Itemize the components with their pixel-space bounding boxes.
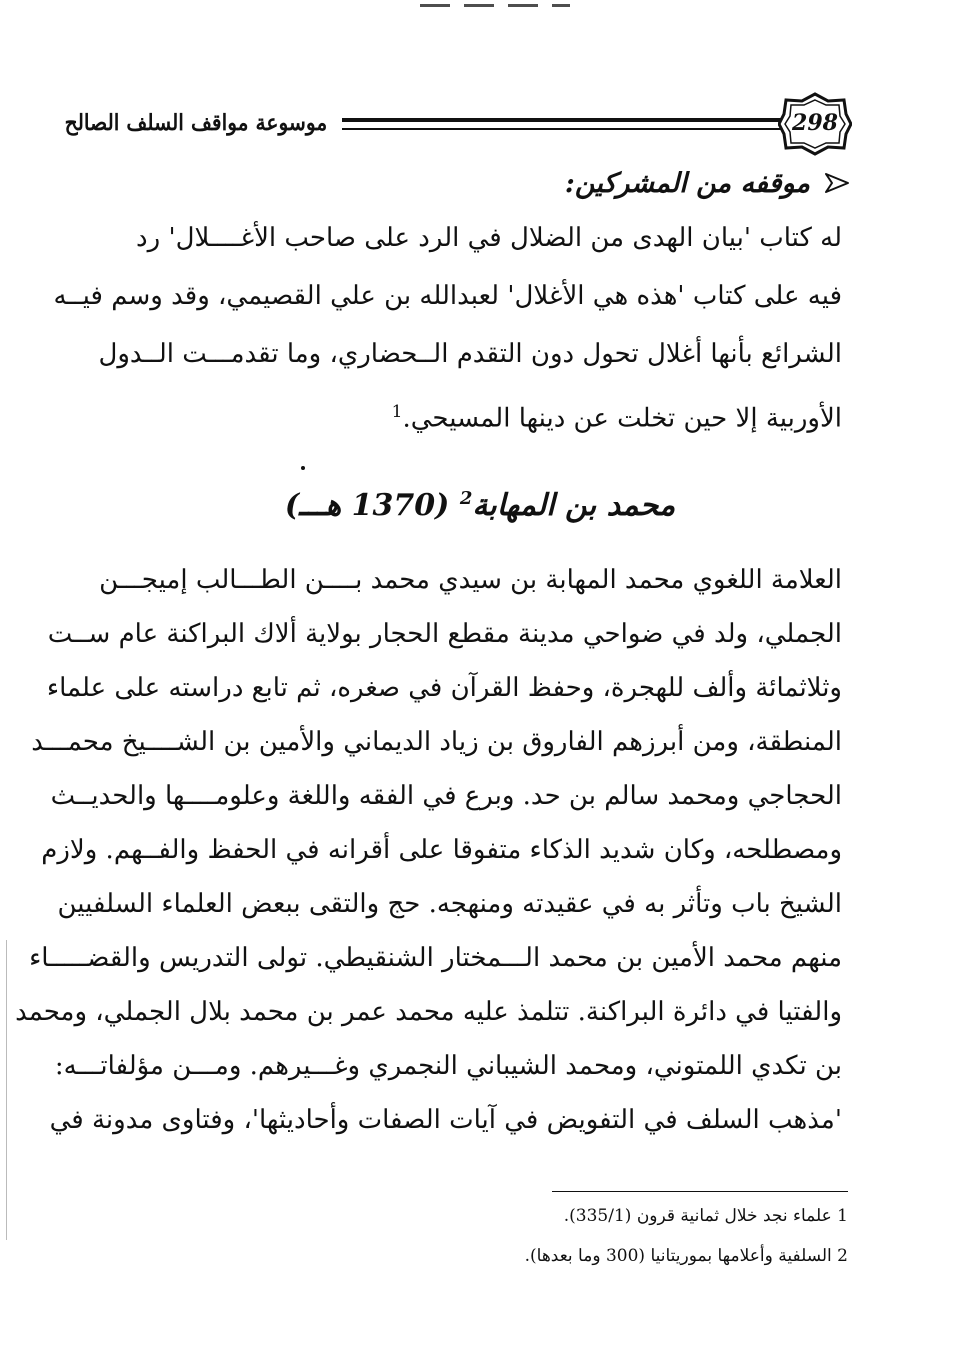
body-line: والفتيا في دائرة البراكنة. تتلمذ عليه محمد عمر بن محمد بلال الجملي، ومحمد <box>15 997 842 1027</box>
series-title: موسوعة مواقف السلف الصالح <box>64 110 328 136</box>
body-line: 'مذهب السلف في التفويض في آيات الصفات وأحاديثها'، وفتاوى مدونة في <box>49 1105 842 1135</box>
biography-title <box>200 488 760 548</box>
body-line: المنطقة، ومن أبرزهم الفاروق بن زياد الديماني والأمين بن الشــــيخ محمـــد <box>31 727 842 757</box>
footnote: 1 علماء نجد خلال ثمانية قرون (335/1). <box>563 1206 848 1226</box>
top-edge-mark <box>420 4 570 7</box>
page-number-badge <box>778 92 852 156</box>
header-rule-thin <box>342 128 782 130</box>
section-heading-label: موقفه من المشركين: <box>564 167 810 199</box>
body-line: فيه على كتاب 'هذه هي الأغلال' لعبدالله بن علي القصيمي، وقد وسم فيــه <box>53 281 842 311</box>
body-line: العلامة اللغوي محمد المهابة بن سيدي محمد بــــن الطـــالب إميجـــن <box>99 565 842 595</box>
biography-year: (1370 هـــ) <box>284 488 450 523</box>
body-line: الحجاجي ومحمد سالم بن حد. وبرع في الفقه واللغة وعلومــــها والحديــث <box>50 781 842 811</box>
scan-edge-mark <box>6 940 7 1240</box>
body-line: له كتاب 'بيان الهدى من الضلال في الرد على صاحب الأغــــلال' رد <box>136 223 842 253</box>
arrowhead-bullet-icon <box>824 172 850 194</box>
footnote: 2 السلفية وأعلامها بموريتانيا (300 وما بعدها). <box>524 1246 848 1266</box>
stray-dot <box>301 466 305 470</box>
body-line: منهم محمد الأمين بن محمد الـــمختار الشنقيطي. تولى التدريس والقضـــــاء <box>29 943 842 973</box>
page-header <box>64 92 852 162</box>
body-line: الجملي، ولد في ضواحي مدينة مقطع الحجار بولاية ألاك البراكنة عام ســت <box>47 619 842 649</box>
footnote-ref: 1 <box>391 402 403 422</box>
body-line-text: الأوربية إلا حين تخلت عن دينها المسيحي. <box>402 403 842 434</box>
body-line: ومصطلحه، وكان شديد الذكاء متفوقا على أقرانه في الحفظ والفــهم. ولازم <box>41 835 842 865</box>
page-number: 298 <box>792 110 838 136</box>
header-rule-thick <box>342 118 782 122</box>
body-line-last <box>116 392 842 439</box>
section-heading <box>290 160 850 206</box>
body-line: وثلاثمائة وألف للهجرة، وحفظ القرآن في صغره، ثم تابع دراسته على علماء <box>46 673 842 703</box>
footnote-separator <box>552 1191 848 1192</box>
footnote-ref: 2 <box>459 488 473 509</box>
body-line: الشيخ باب وتأثر به في عقيدته ومنهجه. حج والتقى ببعض العلماء السلفيين <box>57 889 842 919</box>
biography-name: محمد بن المهابة <box>472 488 676 523</box>
body-line: الشرائع بأنها أغلال تحول دون التقدم الــحضاري، وما تقدمـــت الــدول <box>98 339 842 369</box>
body-line: بن تكدي اللمتوني، ومحمد الشيباني النجمري وغـــيرهم. ومـــن مؤلفاتـــه: <box>54 1051 842 1081</box>
